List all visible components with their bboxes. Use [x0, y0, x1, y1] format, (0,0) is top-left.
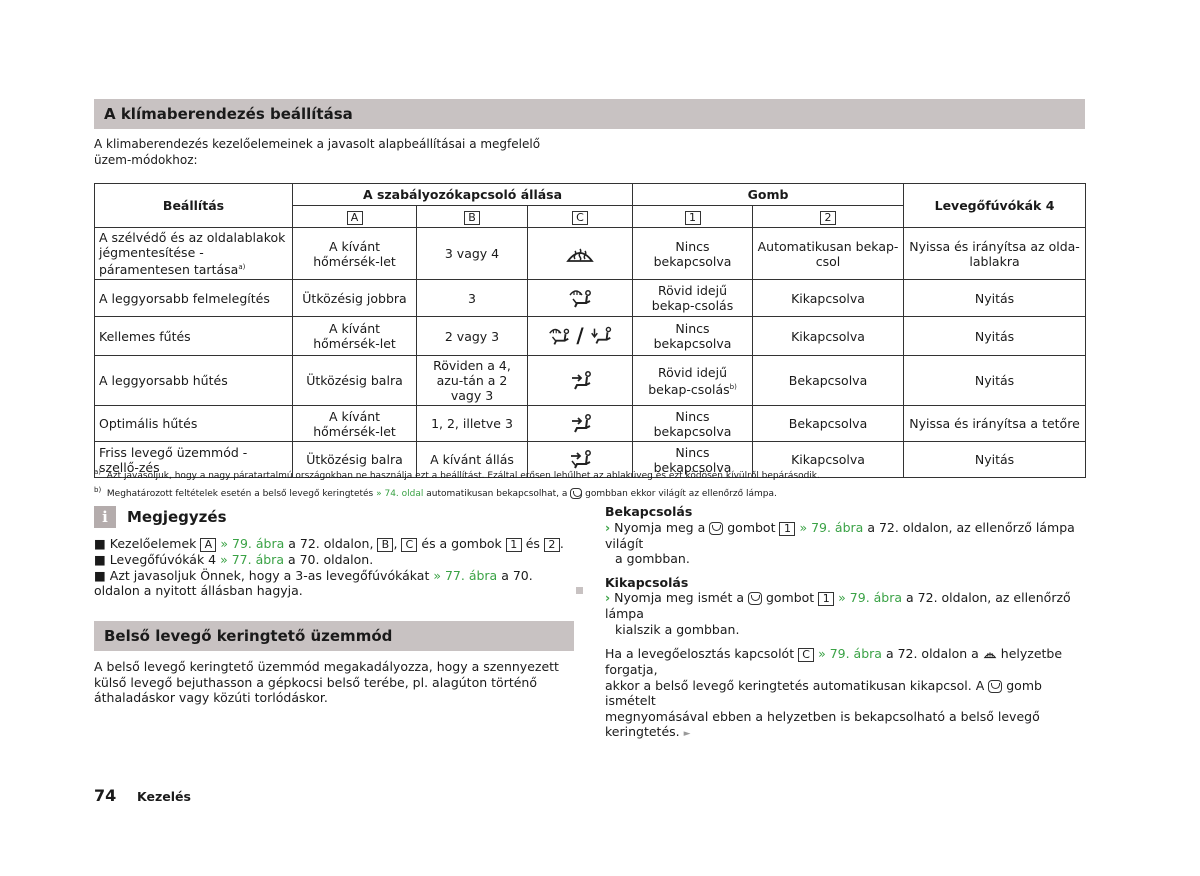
cell-knob-a: Ütközésig balra — [293, 442, 417, 478]
table-row — [95, 406, 1086, 442]
cell-knob-b: 2 vagy 3 — [417, 317, 528, 356]
on-step: › Nyomja meg a gombot 1 » 79. ábra a 72. oldalon, az ellenőrző lámpa világít — [605, 519, 1075, 551]
end-marker — [576, 587, 583, 594]
cell-btn-1: Nincs bekapcsolva — [633, 406, 753, 442]
cell-btn-1: Nincs bekapcsolva — [633, 442, 753, 478]
header-btn-1: 1 — [633, 206, 753, 228]
recirculation-icon — [988, 680, 1002, 693]
upper-body-airflow-icon — [566, 369, 594, 393]
cell-setting: A leggyorsabb felmelegítés — [95, 280, 293, 317]
info-icon: i — [94, 506, 116, 528]
cell-knob-a: A kívánt hőmérsék-let — [293, 317, 417, 356]
right-column — [605, 504, 1095, 743]
header-knob-c: C — [528, 206, 633, 228]
cell-knob-a: Ütközésig balra — [293, 356, 417, 406]
note-link-1[interactable]: » 79. ábra — [220, 536, 285, 551]
icon-separator: / — [576, 323, 584, 348]
cell-knob-b: 3 vagy 4 — [417, 228, 528, 280]
step-arrow-icon: › — [605, 590, 611, 605]
header-btn-2: 2 — [753, 206, 904, 228]
cell-vents: Nyissa és irányítsa a tetőre — [904, 406, 1086, 442]
table-row — [95, 356, 1086, 406]
cell-btn-2: Bekapcsolva — [753, 356, 904, 406]
cell-knob-c — [528, 317, 633, 356]
note-link-3[interactable]: » 77. ábra — [433, 567, 498, 583]
cell-vents: Nyitás — [904, 280, 1086, 317]
recirculation-icon — [709, 522, 723, 535]
table-row — [95, 280, 1086, 317]
climate-settings-table — [94, 183, 1086, 478]
cell-btn-1: Rövid idejű bekap-csolás$^{b)}$ — [633, 356, 753, 406]
recirculation-icon — [570, 488, 582, 499]
cell-btn-2: Kikapcsolva — [753, 442, 904, 478]
off-title: Kikapcsolás — [605, 574, 689, 590]
defrost-paragraph: Ha a levegőelosztás kapcsolót C » 79. ábra a 72. oldalon a helyzetbe forgatja, akkor a belső levegő keringtetés automatikusan kikapcsol. A gomb ismételt megnyomásával ebben a helyzetben is bekapcsolható a belső levegő keringtetés. ► — [605, 646, 1063, 739]
windshield-feet-airflow-icon — [566, 286, 594, 310]
header-setting: Beállítás — [95, 184, 293, 228]
cell-knob-c — [528, 406, 633, 442]
cell-knob-b: 1, 2, illetve 3 — [417, 406, 528, 442]
table-row — [95, 317, 1086, 356]
off-step-cont: kialszik a gombban. — [615, 621, 740, 637]
cell-vents: Nyitás — [904, 317, 1086, 356]
cell-btn-1: Nincs bekapcsolva — [633, 317, 753, 356]
footnotes — [94, 465, 1094, 501]
recirculation-body: A belső levegő keringtető üzemmód megakadályozza, hogy a szennyezett külső levegő bejuthasson a gépkocsi belső terébe, pl. alagúton történő áthaladáskor vagy közúti torlódáskor. — [94, 659, 559, 705]
footnote-link[interactable]: » 74. oldal — [376, 489, 424, 499]
recirculation-icon — [748, 592, 762, 605]
cell-knob-a: Ütközésig jobbra — [293, 280, 417, 317]
on-title: Bekapcsolás — [605, 504, 693, 519]
defrost-link[interactable]: » 79. ábra — [818, 646, 882, 661]
note-title: Megjegyzés — [127, 508, 227, 526]
note-link-2[interactable]: » 77. ábra — [220, 552, 284, 567]
windshield-feet-airflow-icon — [546, 324, 572, 348]
upper-body-airflow-icon — [566, 412, 594, 436]
cell-setting: Optimális hűtés — [95, 406, 293, 442]
header-button: Gomb — [633, 184, 904, 206]
cell-setting: A szélvédő és az oldalablakok jégmentesítése - páramentesen tartása$^{a)}$ — [95, 228, 293, 280]
page-number: 74 — [94, 786, 117, 805]
chapter-name: Kezelés — [137, 789, 191, 804]
header-knob-b: B — [417, 206, 528, 228]
note-line-3: ■ Azt javasoljuk Önnek, hogy a 3-as levegőfúvókákat » 77. ábra a 70. oldalon a nyitott állásban hagyja. — [94, 567, 533, 598]
cell-btn-2: Automatikusan bekap-csol — [753, 228, 904, 280]
cell-vents: Nyitás — [904, 442, 1086, 478]
cell-knob-a: A kívánt hőmérsék-let — [293, 228, 417, 280]
intro-text: A klimaberendezés kezelőelemeinek a javasolt alapbeállításai a megfelelő üzem-módokhoz: — [94, 137, 541, 167]
cell-knob-b: Röviden a 4, azu-tán a 2 vagy 3 — [417, 356, 528, 406]
cell-knob-c — [528, 280, 633, 317]
continue-marker: ► — [683, 729, 691, 739]
on-step-cont: a gombban. — [615, 551, 690, 566]
cell-setting: Friss levegő üzemmód - szellő-zés — [95, 442, 293, 478]
cell-setting: A leggyorsabb hűtés — [95, 356, 293, 406]
cell-knob-c — [528, 228, 633, 280]
header-knob-a: A — [293, 206, 417, 228]
cell-vents: Nyitás — [904, 356, 1086, 406]
feet-airflow-icon — [588, 324, 614, 348]
cell-btn-2: Kikapcsolva — [753, 317, 904, 356]
off-step: › Nyomja meg ismét a gombot 1 » 79. ábra a 72. oldalon, az ellenőrző lámpa — [605, 590, 1071, 621]
note-line-1: ■ Kezelőelemek A » 79. ábra a 72. oldalon, B , C és a gombok 1 és 2 . — [94, 536, 564, 551]
header-knob: A szabályozókapcsoló állása — [293, 184, 633, 206]
section-title-recirculation: Belső levegő keringtető üzemmód — [94, 621, 574, 651]
cell-btn-2: Bekapcsolva — [753, 406, 904, 442]
cell-vents: Nyissa és irányítsa az olda-lablakra — [904, 228, 1086, 280]
cell-btn-2: Kikapcsolva — [753, 280, 904, 317]
footnote-a: $^{a)}$ Azt javasoljuk, hogy a nagy páratartalmú országokban ne használja ezt a beállítást. Ezáltal erősen lehűlhet az ablaküveg és ezt ködösen kívülről bepárásodik. — [94, 468, 820, 481]
footnote-b: $^{b)}$ Meghatározott feltételek esetén a belső levegő keringtetés » 74. oldal automatikusan bekapcsolhat, a gombban ekkor világít az ellenőrző lámpa. — [94, 486, 777, 499]
windshield-defrost-icon — [564, 243, 596, 265]
note-body — [94, 536, 564, 599]
cell-knob-a: A kívánt hőmérsék-let — [293, 406, 417, 442]
cell-btn-1: Nincs bekapcsolva — [633, 228, 753, 280]
section-title-climate-settings: A klímaberendezés beállítása — [94, 99, 1085, 129]
note-line-2: ■ Levegőfúvókák 4 » 77. ábra a 70. oldalon. — [94, 552, 374, 567]
cell-setting: Kellemes fűtés — [95, 317, 293, 356]
cell-knob-c — [528, 356, 633, 406]
table-row — [95, 228, 1086, 280]
windshield-defrost-icon — [983, 649, 997, 660]
cell-knob-b: A kívánt állás — [417, 442, 528, 478]
header-vents: Levegőfúvókák 4 — [904, 184, 1086, 228]
cell-knob-b: 3 — [417, 280, 528, 317]
cell-btn-1: Rövid idejű bekap-csolás — [633, 280, 753, 317]
on-link[interactable]: » 79. ábra — [799, 519, 864, 535]
step-arrow-icon: › — [605, 519, 611, 535]
off-link[interactable]: » 79. ábra — [838, 590, 903, 605]
